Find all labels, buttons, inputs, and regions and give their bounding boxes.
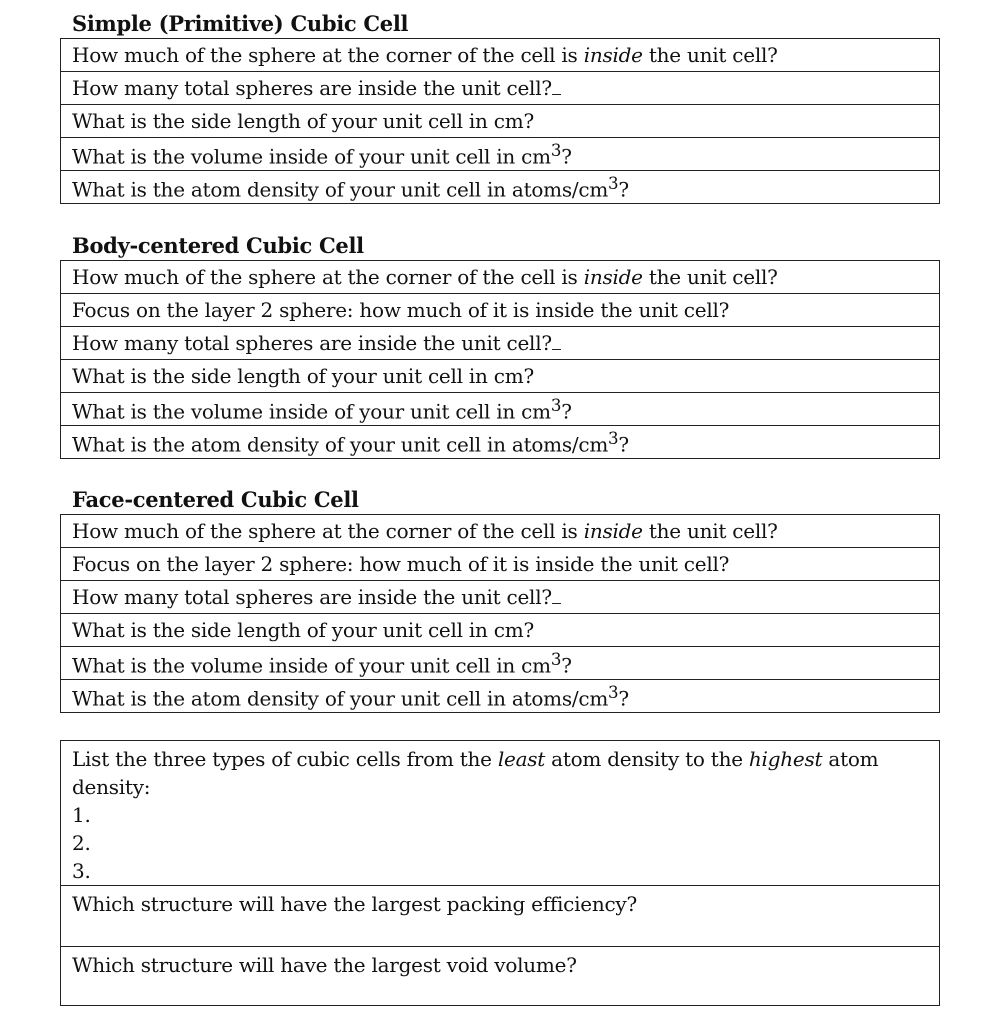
question-cell[interactable]: How many total spheres are inside the unit cell? — [61, 581, 940, 614]
table-row — [61, 138, 940, 171]
question-cell[interactable]: What is the atom density of your unit cell in atoms/$cm^3$? — [61, 680, 940, 713]
answer-blank — [552, 589, 561, 604]
list-item: 2. — [72, 831, 91, 855]
question-cell[interactable]: What is the side length of your unit cell in cm? — [61, 614, 940, 647]
table-row — [61, 515, 940, 548]
question-cell[interactable]: How much of the sphere at the corner of the cell is inside the unit cell? — [61, 515, 940, 548]
table-row — [61, 393, 940, 426]
table-row — [61, 548, 940, 581]
simple-cubic-table — [60, 38, 940, 204]
list-item: 1. — [72, 803, 91, 827]
table-row — [61, 171, 940, 204]
list-item: 3. — [72, 859, 91, 883]
list-prompt: List the three types of cubic cells from the least atom density to the highest atom density: — [72, 747, 879, 799]
body-centered-cubic-table — [60, 260, 940, 459]
void-volume-cell[interactable] — [61, 946, 939, 1004]
table-row — [61, 39, 940, 72]
table-row — [61, 614, 940, 647]
question-cell[interactable]: How much of the sphere at the corner of the cell is inside the unit cell? — [61, 39, 940, 72]
table-row — [61, 72, 940, 105]
table-row — [61, 680, 940, 713]
table-row — [61, 426, 940, 459]
question-cell[interactable]: What is the side length of your unit cell in cm? — [61, 360, 940, 393]
table-row — [61, 261, 940, 294]
table-row — [61, 360, 940, 393]
question-cell[interactable]: How much of the sphere at the corner of the cell is inside the unit cell? — [61, 261, 940, 294]
section-title-face-centered-cubic: Face-centered Cubic Cell — [72, 487, 359, 512]
void-question: Which structure will have the largest void volume? — [72, 953, 577, 977]
question-cell[interactable]: How many total spheres are inside the unit cell? — [61, 72, 940, 105]
section-title-simple-cubic: Simple (Primitive) Cubic Cell — [72, 11, 409, 36]
question-cell[interactable]: What is the side length of your unit cell in cm? — [61, 105, 940, 138]
question-cell[interactable]: How many total spheres are inside the unit cell? — [61, 327, 940, 360]
question-cell[interactable]: Focus on the layer 2 sphere: how much of it is inside the unit cell? — [61, 294, 940, 327]
question-cell[interactable]: Focus on the layer 2 sphere: how much of it is inside the unit cell? — [61, 548, 940, 581]
question-cell[interactable]: What is the atom density of your unit cell in atoms/$cm^3$? — [61, 171, 940, 204]
question-cell[interactable]: What is the volume inside of your unit cell in $cm^3$? — [61, 647, 940, 680]
packing-efficiency-cell[interactable] — [61, 885, 939, 946]
table-row — [61, 647, 940, 680]
question-cell[interactable]: What is the atom density of your unit cell in atoms/$cm^3$? — [61, 426, 940, 459]
section-title-body-centered-cubic: Body-centered Cubic Cell — [72, 233, 364, 258]
answer-blank — [552, 80, 561, 95]
face-centered-cubic-table — [60, 514, 940, 713]
table-row — [61, 105, 940, 138]
question-cell[interactable]: What is the volume inside of your unit cell in $cm^3$? — [61, 393, 940, 426]
table-row — [61, 581, 940, 614]
list-answer-cell[interactable] — [61, 741, 939, 885]
summary-box — [60, 740, 940, 1006]
table-row — [61, 327, 940, 360]
answer-blank — [552, 335, 561, 350]
question-cell[interactable]: What is the volume inside of your unit cell in $cm^3$? — [61, 138, 940, 171]
packing-question: Which structure will have the largest packing efficiency? — [72, 892, 637, 916]
table-row — [61, 294, 940, 327]
